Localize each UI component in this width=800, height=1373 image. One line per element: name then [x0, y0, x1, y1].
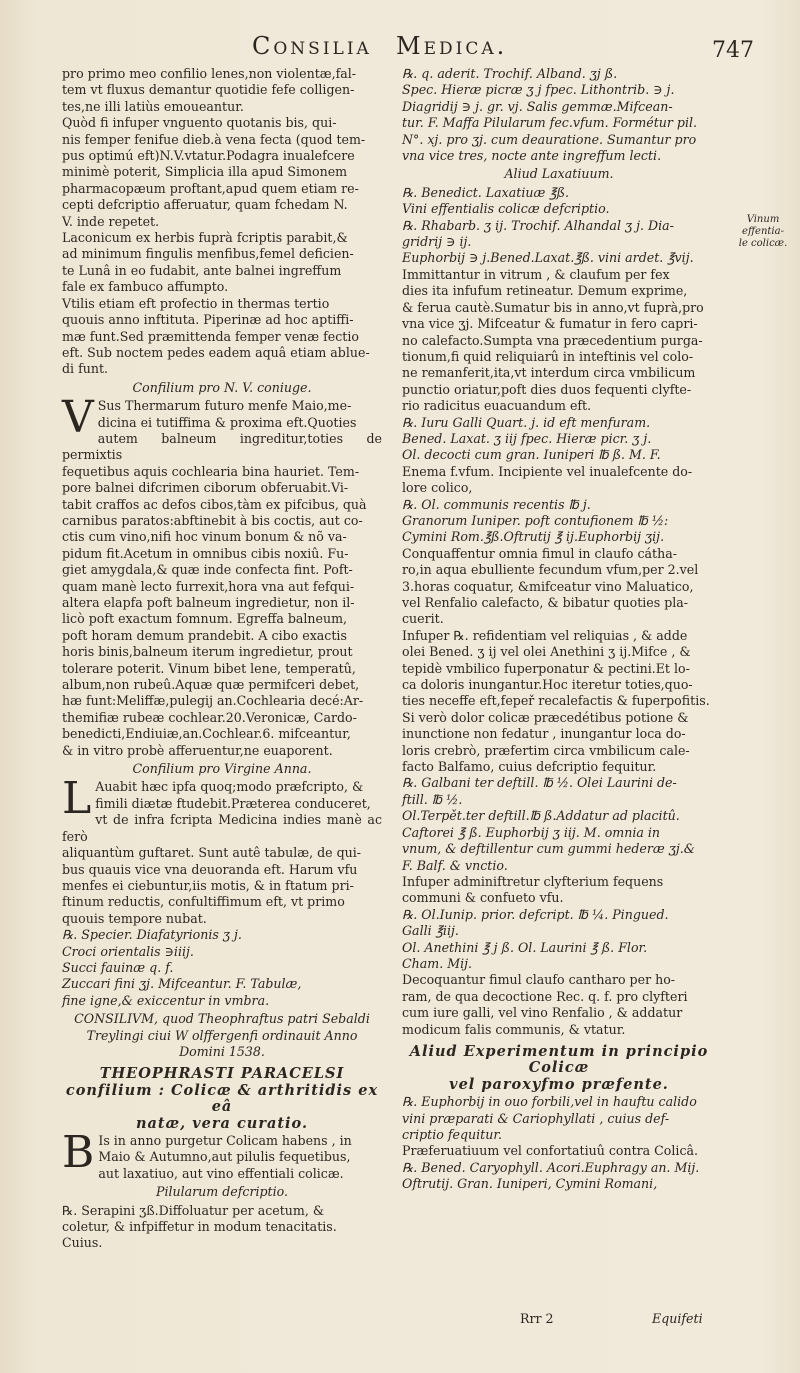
catchword: Equifeti [652, 1311, 703, 1326]
paragraph: Infuper ℞. refidentiam vel reliquias , & adde olei Bened. ʒ ij vel olei Anethini ʒ ij.Mifce , & tepidè vmbilico fuperponatur & pectini.Et lo- ca doloris inungantur.Hoc iteretur toties,quo- ties neceffe eft,fepeř recalefactis & fuperpofitis. [402, 627, 710, 709]
paragraph: pro primo meo confilio lenes,non violentæ,fal- tem vt fluxus demantur quotidie fefe colligen- tes,ne illi latiùs emoueantur. [62, 66, 357, 114]
right-text-column [402, 66, 716, 1193]
paragraph: THEOPHRASTI PARACELSI confilium : Colicæ & arthritidis ex eâ natæ, vera curatio. [65, 1065, 379, 1132]
paragraph: Pilularum defcriptio. [155, 1184, 289, 1200]
paragraph: ℞. Galbani ter deftill. ℔ ½. Olei Laurini de- ftill. ℔ ½. Ol.Terpět.ter deftill.℔ ß.Addatur ad placitû. Caftorei ℥ ß. Euphorbij ʒ iij. M. omnia in vnum, & deftillentur cum gummi hederæ ʒj.& F. Balf. & vnctio. [402, 775, 695, 873]
paragraph: Immittantur in vitrum , & claufum per fex dies ita infufum retineatur. Demum exprime, & ferua cautè.Sumatur bis in anno,vt fuprà,pro vna vice ʒj. Mifceatur & fumatur in fero capri- no calefacto.Sumpta vna præcedentium purga- tionum,fi quid reliquiarû in inteftinis vel colo- ne remanferit,ita,vt interdum circa vmbilicum punctio oriatur,poft dies duos fequenti clyfte- rio radicitus euacuandum eft. [402, 266, 704, 414]
header-right-title: Medica. [396, 32, 508, 60]
paragraph: Vtilis etiam eft profectio in thermas tertio quouis anno inftituta. Piperinæ ad hoc aptiffi- mæ funt.Sed præmittenda femper venæ fectio eft. Sub noctem pedes eadem aquâ etiam ablue- di funt. [62, 295, 370, 377]
paragraph: CONSILIVM, quod Theophraftus patri Sebaldi Treylingi ciui W olffergenfi ordinauit Anno Domini 1538. [74, 1011, 370, 1059]
page-number: 747 [712, 38, 754, 63]
margin-note: Vinum effentia- le colicæ. [738, 214, 788, 249]
paragraph: ℞. Bened. Caryophyll. Acori.Euphragy an. Mij. Oftrutij. Gran. Iuniperi, Cymini Romani, [402, 1159, 700, 1192]
paragraph: Laconicum ex herbis fuprà fcriptis parabit,& ad minimum fingulis menfibus,femel deficien- te Lunâ in eo fudabit, ante balnei ingreffum fale ex fambuco affumpto. [62, 230, 354, 295]
paragraph: Aliud Experimentum in principio Colicæ vel paroxyfmo præfente. [409, 1042, 709, 1093]
paragraph: Aliud Laxatiuum. [504, 166, 614, 182]
left-text-column [62, 66, 382, 1252]
paragraph: ℞. Specier. Diafatyrionis ʒ j. Croci orientalis ∋iiij. Succi fauinæ q. f. Zuccari fini ʒj. Mifceantur. F. Tabulæ, fine igne,& exiccentur in vmbra. [62, 927, 302, 1008]
header-left-title: Consilia [252, 32, 372, 60]
paragraph: ℞. Iuru Galli Quart. j. id eft menfuram. Bened. Laxat. ʒ iij fpec. Hieræ picr. ʒ j. Ol. decocti cum gran. Iuniperi ℔ ß. M. F. [402, 414, 661, 463]
paragraph: ℞. Ol.Iunip. prior. defcript. ℔ ¼. Pingued. Galli ℥iij. Ol. Anethini ℥ j ß. Ol. Laurini ℥ ß. Flor. Cham. Mij. [402, 906, 669, 971]
paragraph: Si verò dolor colicæ præcedétibus potione & inunctione non fedatur , inungantur loca do- loris crebrò, præfertim circa vmbilicum cale- facto Balfamo, cuius defcriptio fequitur. [402, 709, 690, 775]
paragraph: BIs in anno purgetur Colicam habens , in Maio & Autumno,aut pilulis fequetibus, aut laxatiuo, aut vino effentiali colicæ. [62, 1127, 352, 1181]
paragraph: Conquaffentur omnia fimul in claufo cátha- ro,in aqua ebulliente fecundum vfum,per 2.vel 3.horas coquatur, &mifceatur vino Maluatico, vel Renfalio calefacto, & bibatur quoties pla- cuerit. [402, 545, 699, 627]
paragraph: Præferuatiuum vel confortatiuû contra Colicâ. [402, 1143, 699, 1159]
paragraph: LAuabit hæc ipfa quoq;modo præfcripto, & fimili diætæ ftudebit.Præterea conduceret, vt de infra fcripta Medicina indies manè ac ferò aliquantùm guftaret. Sunt autê tabulæ, de qui- bus quauis vice vna deuoranda eft. Harum vfu menfes ei ciebuntur,iis motis, & in ftatum pri- ftinum reductis, confultiffimum eft, vt primo quouis tempore nubat. [62, 773, 382, 926]
paragraph: ℞. Ol. communis recentis ℔ j. Granorum Iuniper. poft contufionem ℔ ½: Cymini Rom.℥ß.Oftrutij ℥ ij.Euphorbij ʒij. [402, 496, 669, 545]
paragraph: Confilium pro Virgine Anna. [132, 761, 312, 777]
signature-mark: Rrr 2 [520, 1311, 554, 1326]
paragraph: Enema f.vfum. Incipiente vel inualefcente do- lore colico, [402, 463, 693, 496]
paragraph: Decoquantur fimul claufo cantharo per ho- ram, de qua decoctione Rec. q. f. pro clyfteri cum iure galli, vel vino Renfalio , & addatur modicum falis communis, & vtatur. [402, 972, 688, 1037]
paragraph: ℞. Benedict. Laxatiuæ ℥ß. Vini effentialis colicæ defcriptio. ℞. Rhabarb. ʒ ij. Trochif. Alhandal ʒ j. Dia- gridrij ∋ ij. Euphorbij ∋ j.Bened.Laxat.℥ß. vini ardet. ℥vij. [402, 184, 694, 266]
paragraph: ℞. q. aderit. Trochif. Alband. ʒj ß. Spec. Hieræ picræ ʒ j fpec. Lithontrib. ∋ j. Diagridij ∋ j. gr. vj. Salis gemmæ.Mifcean- tur. F. Maffa Pilularum fec.vfum. Formétur pil. N°. xj. pro ʒj. cum deauratione. Sumantur pro vna vice tres, nocte ante ingreffum lecti. [402, 66, 698, 164]
paragraph: Infuper adminiftretur clyfterium fequens communi & confueto vfu. [402, 873, 664, 906]
paragraph: VSus Thermarum futuro menfe Maio,me- dicina ei tutiffima & proxima eft.Quoties autem balneum ingreditur,toties de permixtis fequetibus aquis cochlearia bina hauriet. Tem- pore balnei difcrimen ciborum obferuabit.Vi- tabit craffos ac defos cibos,tàm ex pifcibus, quà carnibus paratos:abftinebit à bis coctis, aut co- ctis cum vino,nifi hoc vinum bonum & nõ va- pidum fit.Acetum in omnibus cibis noxiû. Fu- giet amygdala,& quæ inde confecta fint. Poft- quam manè lecto furrexit,hora vna aut fefqui- altera elapfa poft balneum ingredietur, non il- licò poft exactum fomnum. Egreffa balneum, poft horam demum prandebit. A cibo exactis horis binis,balneum iterum ingredietur, prout tolerare poterit. Vinum bibet lene, temperatû, album,non rubeû.Aquæ quæ permifceri debet, hæ funt:Meliffæ,pulegij an.Cochlearia decé:Ar- themifiæ rubeæ cochlear.20.Veronicæ, Cardo- benedicti,Endiuiæ,an.Cochlear.6. mifceantur, & in vitro probè afferuentur,ne euaporent. [62, 392, 382, 758]
paragraph: Confilium pro N. V. coniuge. [132, 379, 312, 395]
paragraph: ℞. Serapini ʒß.Diffoluatur per acetum, & coletur, & infpiffetur in modum tenacitatis. Cuius. [62, 1202, 337, 1251]
paragraph: ℞. Euphorbij in ouo forbili,vel in hauftu calido vini præparati & Cariophyllati , cuius def- criptio fequitur. [402, 1094, 697, 1142]
running-header [0, 28, 800, 68]
paragraph: Quòd fi infuper vnguento quotanis bis, qui- nis femper fenifue dieb.à vena fecta (quod tem- pus optimú eft)N.V.vtatur.Podagra inualefcere minimè poterit, Simplicia illa apud Simonem pharmacopæum proftant,apud quem etiam re- cepti defcriptio afferuatur, quam fchedam N. V. inde repetet. [62, 115, 366, 229]
